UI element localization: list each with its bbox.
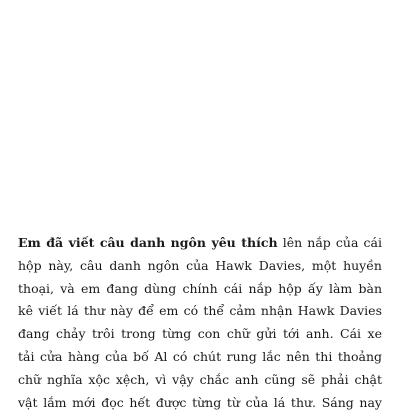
paragraph-line-7: chữ nghĩa xộc xệch, vì vậy chắc anh cũng sẽ phải chật	[18, 371, 382, 387]
lead-in-bold-text: Em đã viết câu danh ngôn yêu thích	[18, 235, 278, 250]
paragraph-line-3: thoại, và em đang dùng chính cái nắp hộp ấy làm bàn	[18, 280, 382, 296]
paragraph-line-2: hộp này, câu danh ngôn của Hawk Davies, một huyền	[18, 257, 382, 273]
paragraph-line-5: đang chảy trôi trong từng con chữ gửi tới anh. Cái xe	[18, 326, 382, 342]
paragraph-line-6: tải cửa hàng của bố Al có chút rung lắc nên thi thoảng	[18, 348, 382, 364]
paragraph-line-1	[18, 232, 382, 255]
paragraph-line-4: kê viết lá thư này để em có thể cảm nhận Hawk Davies	[18, 303, 382, 319]
paragraph-line-8: vật lắm mới đọc hết được từng từ của lá thư. Sáng nay	[18, 394, 382, 410]
letter-paragraph	[18, 232, 382, 414]
lead-in-rest-text: lên nắp của cái	[277, 235, 382, 250]
